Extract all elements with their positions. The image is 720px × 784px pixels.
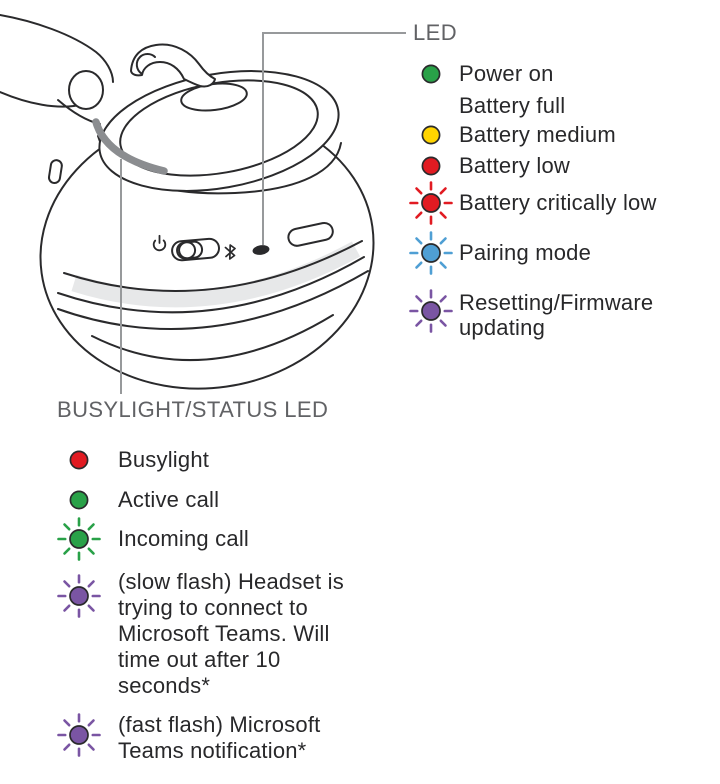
led-item-label: updating xyxy=(459,315,546,340)
top-strap-loop xyxy=(131,44,215,86)
busylight-item-label: (fast flash) Microsoft Teams notification* xyxy=(118,712,321,763)
purple-flashing-led-icon xyxy=(57,574,101,618)
led-item-label: Battery critically low xyxy=(459,190,657,215)
purple-flashing-led-icon xyxy=(57,713,101,757)
busylight-item-label: Incoming call xyxy=(118,526,249,551)
blue-flashing-led-icon xyxy=(409,231,453,275)
led-item-label: Power on xyxy=(459,61,554,86)
busylight-item-label: Busylight xyxy=(118,447,210,472)
side-button xyxy=(48,159,62,183)
led-item-label: Battery medium xyxy=(459,122,616,147)
led-item-label: Resetting/Firmware xyxy=(459,290,654,315)
yellow-led-dot-icon xyxy=(420,124,442,146)
led-item-label: Battery low xyxy=(459,153,571,178)
red-led-dot-icon xyxy=(420,155,442,177)
hinge-knob xyxy=(69,71,103,109)
purple-flashing-led-icon xyxy=(409,289,453,333)
led-item-label: Battery full xyxy=(459,93,566,118)
green-flashing-led-icon xyxy=(57,517,101,561)
red-led-dot-icon xyxy=(68,449,90,471)
green-led-dot-icon xyxy=(68,489,90,511)
led-item-label: Pairing mode xyxy=(459,240,592,265)
green-led-dot-icon xyxy=(420,63,442,85)
led-section-title: LED xyxy=(413,20,457,45)
headband xyxy=(0,15,113,124)
busylight-section-title: BUSYLIGHT/STATUS LED xyxy=(57,397,329,422)
power-slider xyxy=(171,238,219,261)
busylight-item-label: Active call xyxy=(118,487,220,512)
red-flashing-led-icon xyxy=(409,181,453,225)
busylight-item-label: (slow flash) Headset is trying to connect to Microsoft Teams. Will time out after 10 seconds* xyxy=(118,569,344,698)
